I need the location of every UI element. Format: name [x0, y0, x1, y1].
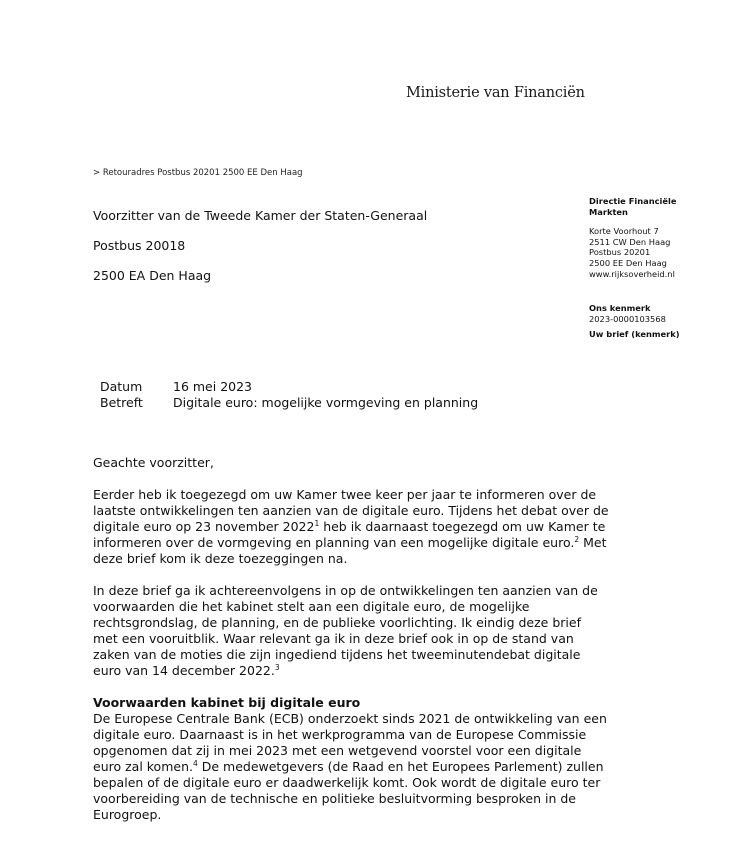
- department-line-1: Directie Financiële: [589, 196, 677, 206]
- footnote-ref-4[interactable]: 4: [192, 758, 198, 768]
- recipient-city: 2500 EA Den Haag: [93, 268, 212, 283]
- recipient-block: [93, 208, 427, 283]
- recipient-name: Voorzitter van de Tweede Kamer der Staten-Generaal: [93, 208, 428, 223]
- sender-sidebar: [589, 196, 739, 340]
- department-name: [589, 196, 739, 217]
- text-segment: informeren over de vormgeving en planning van een mogelijke digitale euro.: [93, 535, 575, 550]
- website-link[interactable]: www.rijksoverheid.nl: [589, 268, 675, 279]
- ministry-letterhead: Ministerie van Financiën: [406, 85, 585, 101]
- text-line: met een vooruitblik. Waar relevant ga ik in deze brief ook in op de stand van: [93, 631, 574, 646]
- paragraph-intro: [93, 487, 609, 567]
- text-line: [93, 663, 593, 679]
- text-line: opgenomen dat zij in mei 2023 met een wetgevend voorstel voor een digitale: [93, 743, 582, 758]
- letter-body: [93, 455, 609, 823]
- text-line: voorbereiding van de technische en politieke besluitvorming besproken in de: [93, 791, 576, 806]
- text-segment: Met: [579, 535, 607, 550]
- text-segment: euro zal komen.: [93, 759, 193, 774]
- ons-kenmerk-label: Ons kenmerk: [589, 303, 651, 314]
- text-line: Eerder heb ik toegezegd om uw Kamer twee keer per jaar te informeren over de: [93, 487, 597, 502]
- department-line-2: Markten: [589, 206, 628, 217]
- address-postbus-postcode: 2500 EE Den Haag: [589, 257, 667, 268]
- text-line: In deze brief ga ik achtereenvolgens in op de ontwikkelingen ten aanzien van de: [93, 583, 598, 598]
- address-postbus: Postbus 20201: [589, 247, 651, 258]
- footnote-ref-1[interactable]: 1: [314, 518, 320, 528]
- footnote-ref-3[interactable]: 3: [274, 662, 280, 672]
- address-street: Korte Voorhout 7: [589, 226, 659, 237]
- recipient-postbus: Postbus 20018: [93, 238, 186, 253]
- address-postcode: 2511 CW Den Haag: [589, 236, 671, 247]
- ons-kenmerk-value: 2023-0000103568: [589, 313, 666, 324]
- text-line: De Europese Centrale Bank (ECB) onderzoekt sinds 2021 de ontwikkeling van een: [93, 711, 607, 726]
- betreft-row: [100, 395, 478, 411]
- sender-address: [589, 226, 739, 279]
- text-line: [93, 518, 606, 535]
- footnote-ref-2[interactable]: 2: [574, 534, 580, 544]
- betreft-value: Digitale euro: mogelijke vormgeving en planning: [173, 395, 479, 410]
- section-heading: Voorwaarden kabinet bij digitale euro: [93, 695, 361, 710]
- text-line: rechtsgrondslag, de planning, en de publieke voorlichting. Ik eindig deze brief: [93, 615, 581, 630]
- text-line: voorwaarden die het kabinet stelt aan een digitale euro, de mogelijke: [93, 599, 530, 614]
- datum-label: Datum: [100, 379, 143, 394]
- text-line: Eurogroep.: [93, 807, 162, 822]
- salutation: Geachte voorzitter,: [93, 455, 214, 470]
- reference-block: [589, 303, 739, 340]
- text-line: deze brief kom ik deze toezeggingen na.: [93, 551, 348, 566]
- return-address: > Retouradres Postbus 20201 2500 EE Den Haag: [93, 168, 303, 178]
- text-segment: euro van 14 december 2022.: [93, 663, 275, 678]
- text-line: [93, 758, 604, 775]
- text-segment: digitale euro op 23 november 2022: [93, 519, 315, 534]
- betreft-label: Betreft: [100, 395, 143, 410]
- text-segment: heb ik daarnaast toegezegd om uw Kamer te: [319, 519, 606, 534]
- uw-brief-label: Uw brief (kenmerk): [589, 329, 680, 340]
- letter-meta: [100, 379, 478, 411]
- text-line: bepalen of de digitale euro er daadwerkelijk komt. Ook wordt de digitale euro ter: [93, 775, 601, 790]
- text-line: digitale euro. Daarnaast is in het werkprogramma van de Europese Commissie: [93, 727, 587, 742]
- datum-row: [100, 379, 478, 395]
- paragraph-outline: [93, 583, 598, 679]
- datum-value: 16 mei 2023: [173, 379, 253, 394]
- paragraph-conditions: [93, 711, 607, 823]
- text-line: laatste ontwikkelingen ten aanzien van de digitale euro. Tijdens het debat over de: [93, 503, 609, 518]
- text-line: [93, 534, 607, 551]
- text-line: zaken van de moties die zijn ingediend tijdens het tweeminutendebat digitale: [93, 647, 581, 662]
- text-segment: De medewetgevers (de Raad en het Europees Parlement) zullen: [197, 759, 604, 774]
